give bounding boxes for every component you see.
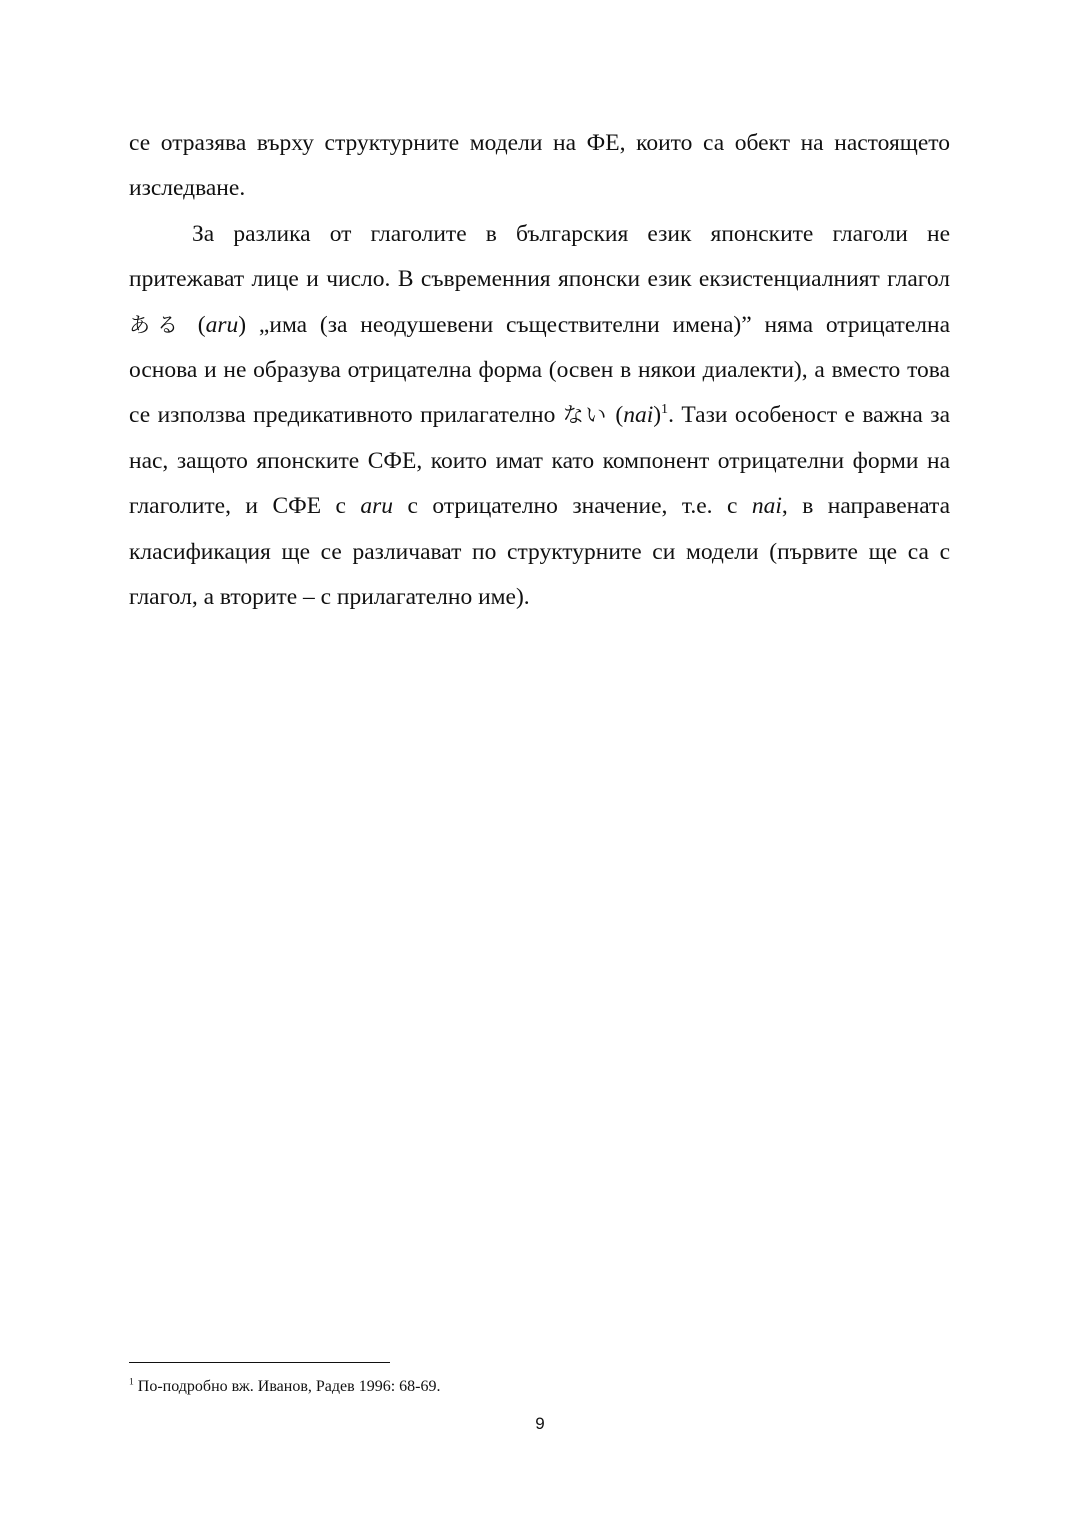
paragraph-2-text-8: , в направената класификация ще се различават по структурните си модели (първите ще са с глагол, а вторите – с прилагателно име). <box>129 493 951 611</box>
footnote-text: По-подробно вж. Иванов, Радев 1996: 68-69. <box>133 1378 441 1395</box>
romaji-nai: nai <box>623 402 654 429</box>
paragraph-2-text-4: ( <box>607 402 624 429</box>
paragraph-1: се отразява върху структурните модели на ФЕ, които са обект на настоящето изследване. <box>129 130 950 202</box>
romaji-nai-2: nai <box>751 493 782 520</box>
footnote <box>129 1377 950 1397</box>
paragraph-2-text-2: ( <box>184 311 206 338</box>
paragraph-2-text-1: За разлика от глаголите в българския език японските глаголи не притежават лице и число. В съвременния японски език екзистенциалният глагол <box>129 220 950 293</box>
paragraph-2 <box>129 212 950 621</box>
body-text <box>129 121 950 620</box>
paragraph-2-text-7: с отрицателно значение, т.е. с <box>393 493 752 520</box>
romaji-aru-2: aru <box>360 493 394 520</box>
japanese-aru: ある <box>129 312 185 337</box>
paragraph-2-text-5: ) <box>653 402 662 429</box>
japanese-nai: ない <box>562 403 608 428</box>
page-number: 9 <box>535 1414 545 1433</box>
paragraph-2-text-6: . Тази особеност е важна за нас, защото японските СФЕ, които имат като компонент отрицателни форми на глаголите, и СФЕ с <box>129 402 951 520</box>
footnote-separator <box>129 1362 390 1363</box>
footnote-reference[interactable]: 1 <box>661 401 669 418</box>
romaji-aru: aru <box>205 311 239 338</box>
paragraph-2-text-3: ) „има (за неодушевени съществителни имена)” няма отрицателна основа и не образува отрицателна форма (освен в някои диалекти), а вместо това се използва предикативното прилагателно <box>129 311 950 429</box>
footnote-marker: 1 <box>129 1376 134 1388</box>
